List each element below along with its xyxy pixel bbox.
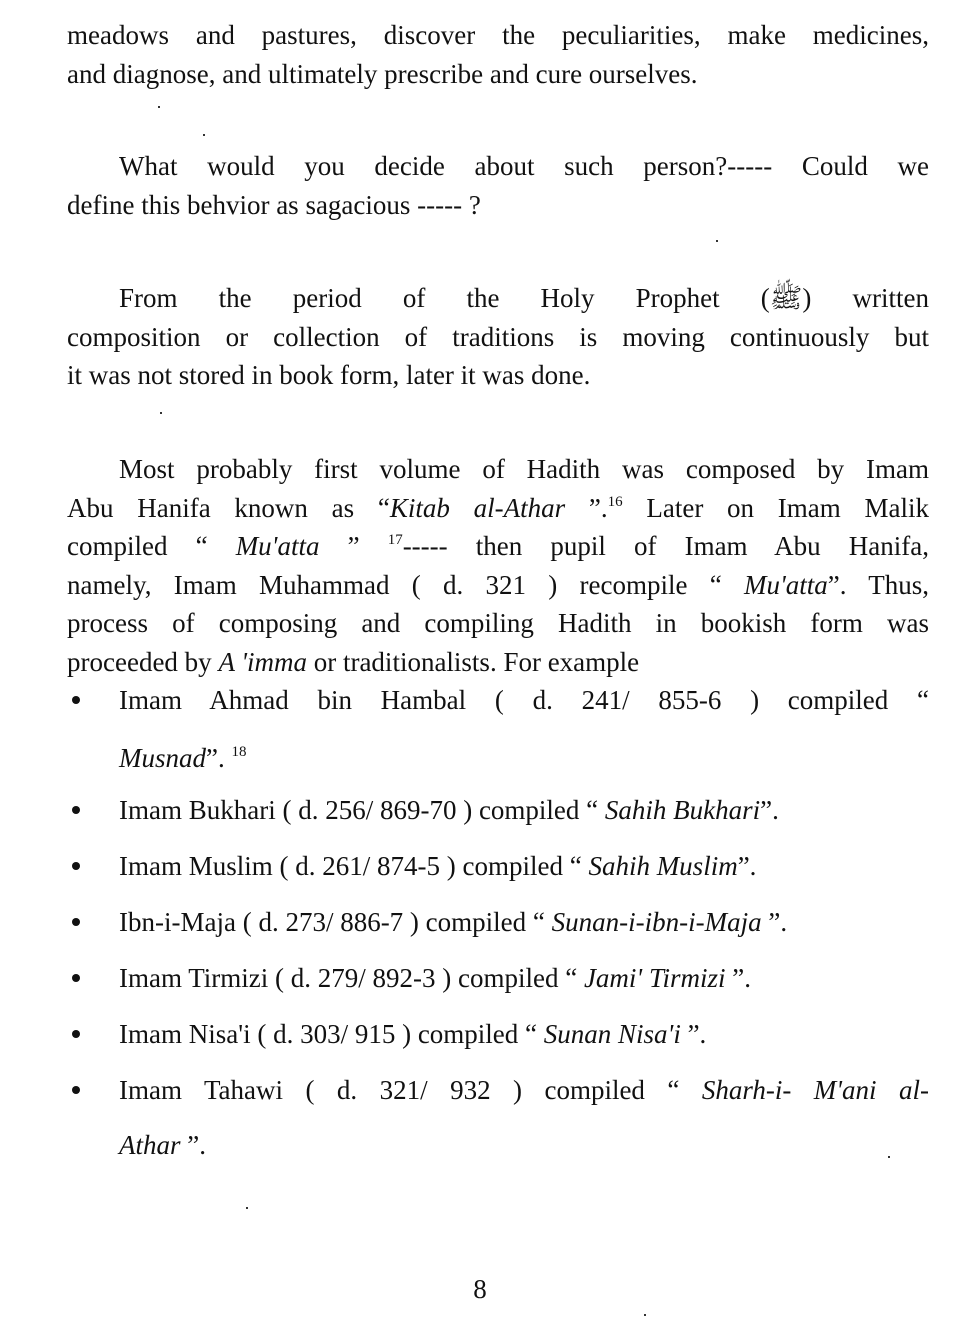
book-title: Sunan-i-ibn-i-Maja xyxy=(551,907,762,937)
paragraph-prophet-period xyxy=(67,279,929,395)
hadith-compilers-list xyxy=(67,681,929,1164)
bullet-icon xyxy=(72,1086,80,1094)
footnote-ref: 18 xyxy=(231,743,247,760)
book-title: Sahih Bukhari xyxy=(604,795,761,825)
book-title: Sunan Nisa'i xyxy=(543,1019,681,1049)
bullet-icon xyxy=(72,918,80,926)
item-text: Imam Bukhari ( d. 256/ 869-70 ) compiled “ xyxy=(119,795,605,825)
book-title: Jami' Tirmizi xyxy=(583,963,726,993)
paragraph-meadows xyxy=(67,16,929,93)
text-run: ”. xyxy=(180,1129,206,1160)
text-line: What would you decide about such person?----- Could we xyxy=(119,151,929,181)
book-title: Mu'atta xyxy=(743,569,828,600)
text-run: ----- then pupil of Imam Abu Hanifa, xyxy=(402,531,929,561)
book-title: Sharh-i- M'ani al- xyxy=(701,1075,929,1105)
term: A 'imma xyxy=(218,646,307,677)
text-line: composition or collection of traditions is moving continuously but xyxy=(67,321,929,352)
paragraph-question xyxy=(67,147,929,224)
text-run: ”. xyxy=(680,1019,707,1049)
book-title: Mu'atta xyxy=(235,531,320,561)
scan-speck xyxy=(160,412,162,414)
bullet-icon xyxy=(72,862,80,870)
item-text: Imam Ahmad bin Hambal ( d. 241/ 855-6 ) compiled “ xyxy=(119,685,929,715)
text-line xyxy=(67,643,929,682)
scan-speck xyxy=(158,106,160,108)
text-run: Later on Imam Malik xyxy=(622,492,930,523)
text-line: process of composing and compiling Hadith in bookish form was xyxy=(67,608,929,638)
scan-speck xyxy=(246,1207,248,1209)
scan-speck xyxy=(644,1314,646,1316)
bullet-icon xyxy=(72,1030,80,1038)
list-item xyxy=(67,903,929,959)
item-text: Imam Tirmizi ( d. 279/ 892-3 ) compiled “ xyxy=(119,963,584,993)
list-item xyxy=(67,1015,929,1071)
text-line: and diagnose, and ultimately prescribe and cure ourselves. xyxy=(67,58,698,89)
page-number: 8 xyxy=(473,1274,487,1304)
text-line xyxy=(67,527,929,566)
item-text-line xyxy=(119,1071,929,1110)
book-title: Kitab al-Athar xyxy=(389,492,566,523)
list-item xyxy=(67,959,929,1015)
text-run: or traditionalists. For example xyxy=(306,646,640,677)
text-run: ” xyxy=(319,531,388,561)
text-line xyxy=(67,489,929,528)
bullet-icon xyxy=(72,806,80,814)
book-title: Musnad xyxy=(119,742,206,773)
text-run: ”. xyxy=(725,963,751,993)
list-item xyxy=(67,847,929,903)
text-run: ”. xyxy=(565,492,608,523)
text-run: Abu Hanifa known as “ xyxy=(67,492,390,523)
footnote-ref: 16 xyxy=(607,493,623,510)
text-run: namely, Imam Muhammad ( d. 321 ) recompile “ xyxy=(67,569,744,600)
text-run: ”. Thus, xyxy=(827,569,929,600)
text-line: define this behvior as sagacious ----- ? xyxy=(67,189,481,220)
book-title: Sahih Muslim xyxy=(588,851,738,881)
list-item xyxy=(67,681,929,791)
footnote-ref: 17 xyxy=(387,532,403,548)
item-text: Imam Nisa'i ( d. 303/ 915 ) compiled “ xyxy=(119,1019,544,1049)
bullet-icon xyxy=(72,974,80,982)
text-line: Most probably first volume of Hadith was composed by Imam xyxy=(119,454,929,484)
scan-speck xyxy=(203,134,205,136)
item-text: Imam Tahawi ( d. 321/ 932 ) compiled “ xyxy=(119,1075,702,1105)
text-run: compiled “ xyxy=(67,531,236,561)
text-run: ”. xyxy=(206,742,225,773)
text-run: proceeded by xyxy=(67,646,219,677)
text-run: ”. xyxy=(737,851,757,881)
text-line: it was not stored in book form, later it was done. xyxy=(67,360,591,390)
item-text: Ibn-i-Maja ( d. 273/ 886-7 ) compiled “ xyxy=(119,907,552,937)
paragraph-hadith-volumes xyxy=(67,450,929,681)
item-text: Imam Muslim ( d. 261/ 874-5 ) compiled “ xyxy=(119,851,589,881)
text-run: ”. xyxy=(760,795,779,825)
text-run: ”. xyxy=(761,907,788,937)
scan-speck xyxy=(888,1156,890,1158)
scan-speck xyxy=(716,240,718,242)
book-title: Athar xyxy=(119,1129,181,1160)
text-line: From the period of the Holy Prophet (ﷺ) written xyxy=(119,283,929,313)
item-text-line xyxy=(119,1126,929,1165)
text-line: meadows and pastures, discover the peculiarities, make medicines, xyxy=(67,20,929,50)
item-title-line xyxy=(119,739,929,778)
list-item xyxy=(67,791,929,847)
bullet-icon xyxy=(72,696,80,704)
list-item xyxy=(67,1071,929,1164)
text-line xyxy=(67,566,929,605)
